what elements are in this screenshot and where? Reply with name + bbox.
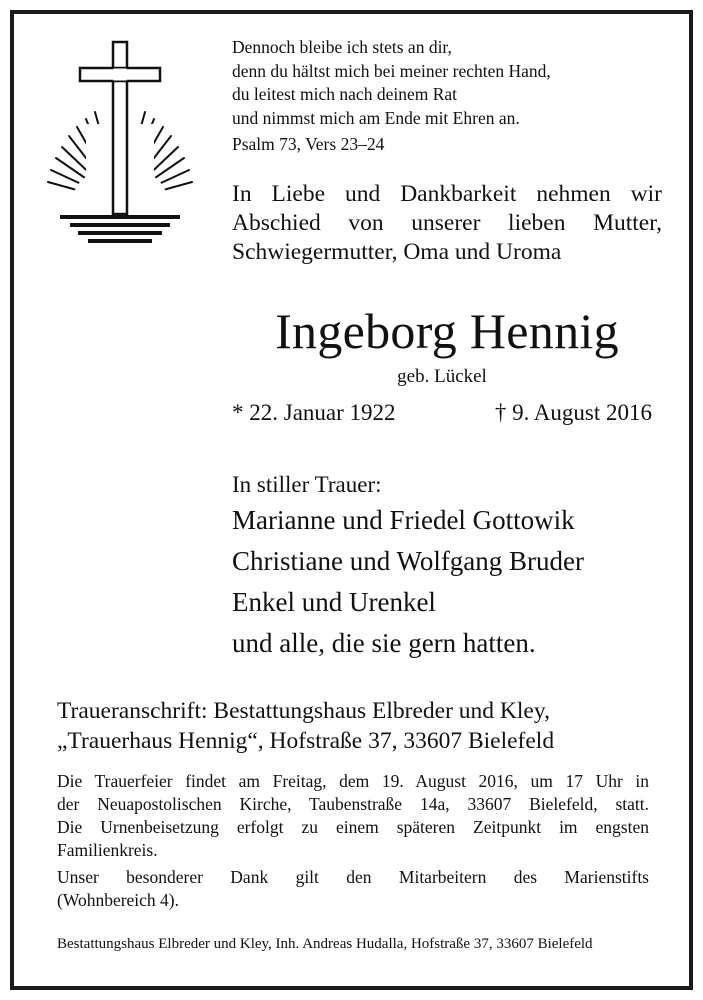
address-line: „Trauerhaus Hennig“, Hofstraße 37, 33607 Bielefeld	[57, 728, 555, 754]
verse-line: denn du hältst mich bei meiner rechten Hand,	[232, 60, 551, 81]
ceremony-line: Familienkreis.	[57, 840, 158, 860]
cross-with-rays-icon	[40, 32, 200, 262]
verse-reference: Psalm 73, Vers 23–24	[232, 134, 385, 154]
thanks-line: (Wohnbereich 4).	[57, 890, 180, 910]
intro-line: Abschied von unserer lieben Mutter,	[232, 210, 662, 236]
mourning-address	[57, 696, 657, 756]
mourner-line: Marianne und Friedel Gottowik	[232, 505, 575, 535]
mourner-line: Enkel und Urenkel	[232, 587, 436, 617]
ceremony-details	[57, 770, 649, 912]
birth-date: * 22. Januar 1922	[232, 400, 396, 425]
life-dates	[232, 398, 652, 428]
birth-name: geb. Lückel	[397, 366, 487, 387]
address-line: Traueranschrift: Bestattungshaus Elbreder und Kley,	[57, 698, 550, 724]
verse-line: und nimmst mich am Ende mit Ehren an.	[232, 107, 520, 128]
mourners-label: In stiller Trauer:	[232, 472, 382, 497]
intro-line: In Liebe und Dankbarkeit nehmen wir	[232, 181, 662, 207]
ceremony-line: Die Urnenbeisetzung erfolgt zu einem späteren Zeitpunkt im engsten	[57, 817, 649, 837]
deceased-name: Ingeborg Hennig	[275, 303, 619, 359]
ceremony-line: Die Trauerfeier findet am Freitag, dem 19. August 2016, um 17 Uhr in	[57, 771, 649, 791]
intro-line: Schwiegermutter, Oma und Uroma	[232, 239, 562, 265]
verse-line: du leitest mich nach deinem Rat	[232, 84, 458, 104]
mourners-list	[232, 500, 672, 664]
verse-line: Dennoch bleibe ich stets an dir,	[232, 37, 452, 57]
death-date: † 9. August 2016	[494, 400, 652, 425]
mourner-line: Christiane und Wolfgang Bruder	[232, 546, 585, 576]
ceremony-line: der Neuapostolischen Kirche, Taubenstraße 14a, 33607 Bielefeld, statt.	[57, 794, 649, 814]
thanks-line: Unser besonderer Dank gilt den Mitarbeitern des Marienstifts	[57, 867, 649, 887]
farewell-intro	[232, 180, 662, 267]
mourner-line: und alle, die sie gern hatten.	[232, 628, 536, 658]
funeral-home-footer: Bestattungshaus Elbreder und Kley, Inh. Andreas Hudalla, Hofstraße 37, 33607 Bielefeld	[57, 936, 593, 952]
bible-verse	[232, 36, 672, 157]
